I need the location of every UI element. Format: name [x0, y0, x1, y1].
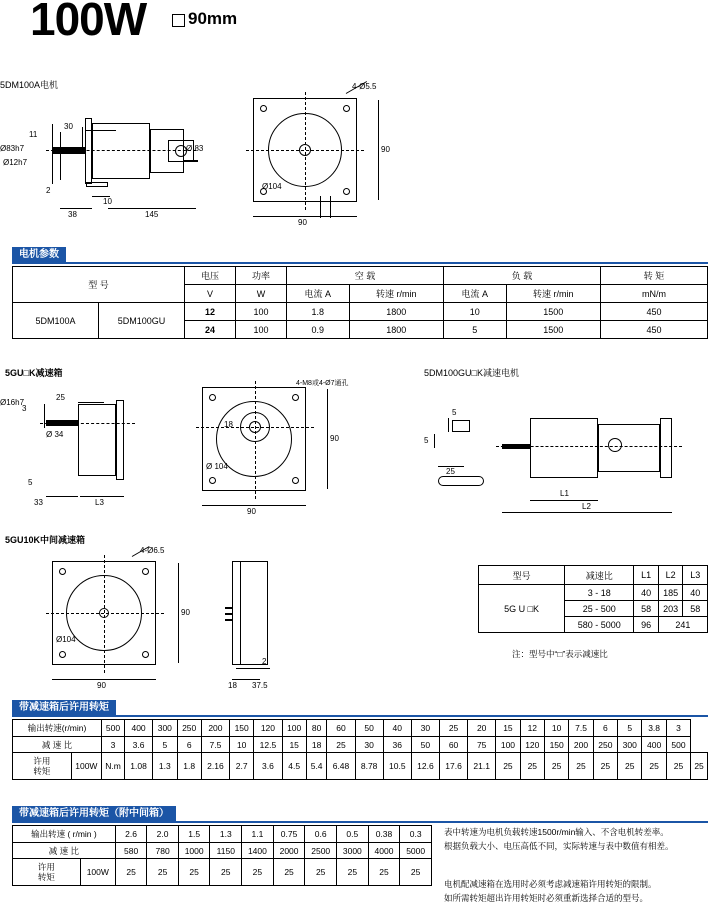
dim-gb-90h: 90 — [247, 507, 256, 516]
mount-hole-tl — [260, 105, 267, 112]
ratio-th-ratio: 减速比 — [565, 566, 634, 585]
td-ld-speed: 1500 — [506, 321, 600, 339]
td-speed-10: 50 — [355, 720, 383, 737]
td-speed-18: 7.5 — [569, 720, 593, 737]
gearbox-drawing-title: 5GU□K减速箱 — [5, 368, 63, 378]
td-torque-22: 25 — [691, 753, 708, 780]
dim-line-v1 — [52, 124, 53, 184]
dim-line-90v — [378, 100, 379, 200]
motor-flange-plate — [85, 118, 92, 184]
motor-foot — [86, 182, 108, 187]
th-load: 负 载 — [444, 267, 601, 285]
td-speed-22: 3 — [666, 720, 690, 737]
td-speed-6: 120 — [254, 720, 282, 737]
torque1-row-torque — [13, 753, 708, 780]
mid-dim-90h — [52, 679, 156, 680]
td2-torque-2: 25 — [178, 859, 210, 886]
mount-hole-tr — [343, 105, 350, 112]
dim-mid-holes: 4-Ø6.5 — [140, 546, 165, 555]
torque1-row-ratio — [13, 737, 708, 753]
td-torque-19: 25 — [618, 753, 642, 780]
td-model-a: 5DM100A — [13, 303, 99, 339]
ratio-header-row — [479, 566, 708, 585]
dim-90-v: 90 — [381, 145, 390, 154]
page-title: 100W — [30, 0, 147, 45]
gearmotor-title: 5DM100GU□K减速电机 — [424, 368, 519, 378]
gm-centerline — [496, 446, 682, 447]
mid-hole-tl — [59, 568, 66, 575]
gearbox-centerline — [40, 423, 135, 424]
td-torque-13: 21.1 — [468, 753, 496, 780]
td-torque-17: 25 — [569, 753, 593, 780]
torque-table-2 — [12, 825, 432, 886]
td-speed-8: 80 — [306, 720, 327, 737]
td-speed-3: 250 — [177, 720, 201, 737]
section-label-torque-1: 带减速箱后许用转矩 — [12, 700, 116, 716]
ratio-table-note: 注：型号中“□”表示减速比 — [512, 649, 608, 659]
dim-mid-90v: 90 — [181, 608, 190, 617]
dim-line-90h — [253, 216, 357, 217]
ratio-td-ratio: 25 - 500 — [565, 601, 634, 617]
td-ratio-8: 18 — [306, 737, 327, 753]
dim-mid-2: 2 — [262, 657, 267, 666]
td2-torque-6: 25 — [305, 859, 337, 886]
gb-mount-hole-tr — [292, 394, 299, 401]
td2-speed-6: 0.6 — [305, 826, 337, 843]
td-torque: 450 — [601, 321, 708, 339]
section-rule-3 — [12, 821, 708, 823]
td-ratio-12: 50 — [411, 737, 439, 753]
td2-torque-9: 25 — [400, 859, 432, 886]
dim-30: 30 — [64, 122, 73, 131]
td2-torque-3: 25 — [210, 859, 242, 886]
gm-endcap — [660, 418, 672, 478]
td-ratio-13: 60 — [439, 737, 467, 753]
mid-dim-18 — [232, 679, 260, 680]
td-torque-2: 1.8 — [177, 753, 201, 780]
td2-speed-1: 2.0 — [147, 826, 179, 843]
dim-line-25 — [78, 402, 104, 403]
frame-size-label: 90mm — [188, 9, 238, 28]
td-ld-speed: 1500 — [506, 303, 600, 321]
dim-gb-d104: Ø 104 — [206, 462, 228, 471]
dim-gb-holes: 4-M8或4-Ø7通孔 — [296, 380, 349, 387]
ratio-th-model: 型号 — [479, 566, 565, 585]
dim-90-h: 90 — [298, 218, 307, 227]
gb-dim-90h — [202, 505, 306, 506]
gb-mount-hole-tl — [209, 394, 216, 401]
th-power-unit: W — [236, 285, 287, 303]
front-centerline-v — [305, 92, 306, 210]
mid-side-line — [240, 561, 241, 665]
dim-2: 2 — [46, 186, 51, 195]
td-ratio-2: 5 — [153, 737, 177, 753]
motor-body-side — [92, 123, 150, 179]
td-ratio-17: 150 — [544, 737, 568, 753]
gm-terminal-hole — [608, 438, 622, 452]
ratio-td-ratio: 580 - 5000 — [565, 617, 634, 633]
td2-speed-9: 0.3 — [400, 826, 432, 843]
mid-hole-bl — [59, 651, 66, 658]
gm-motor-body — [598, 424, 660, 472]
torque1-label-power: 100W — [71, 753, 101, 780]
td-ratio-20: 300 — [618, 737, 642, 753]
mid-dim-90v — [178, 563, 179, 663]
td-ratio-11: 36 — [383, 737, 411, 753]
th-voltage: 电压 — [185, 267, 236, 285]
gm-gearbox-body — [530, 418, 598, 478]
td-ratio-18: 200 — [569, 737, 593, 753]
note-line-2: 根据负载大小、电压高低不同，实际转速与表中数值有相差。 — [444, 841, 674, 851]
td-ratio-19: 250 — [593, 737, 617, 753]
td-power: 100 — [236, 303, 287, 321]
section-rule-2 — [12, 715, 708, 717]
th-load-current: 电流 A — [444, 285, 507, 303]
th-load-speed: 转速 r/min — [506, 285, 600, 303]
dim-d16h7: Ø16h7 — [0, 398, 25, 407]
td2-ratio-8: 4000 — [368, 843, 400, 859]
td-ld-current: 5 — [444, 321, 507, 339]
gearbox-flange-side — [116, 400, 124, 480]
td-speed-14: 20 — [468, 720, 496, 737]
mid-side-notch2 — [225, 613, 233, 615]
td-torque-9: 8.78 — [355, 753, 383, 780]
td-torque-4: 2.7 — [230, 753, 254, 780]
dim-L1: L1 — [560, 489, 569, 498]
dim-line-38 — [60, 208, 92, 209]
td2-torque-1: 25 — [147, 859, 179, 886]
motor-params-table — [12, 266, 708, 339]
td-speed-7: 100 — [282, 720, 306, 737]
dim-mid-375: 37.5 — [252, 681, 268, 690]
td2-torque-0: 25 — [115, 859, 147, 886]
gearbox-body-side — [78, 404, 116, 476]
dim-5: 5 — [28, 478, 33, 487]
table-header-row-1 — [13, 267, 708, 285]
mount-hole-br — [343, 188, 350, 195]
section-label-motor-params: 电机参数 — [12, 247, 66, 263]
dim-line-v2 — [60, 132, 61, 180]
td-torque-0: 1.08 — [125, 753, 153, 780]
td2-ratio-5: 2000 — [273, 843, 305, 859]
note-line-3: 电机配减速箱在选用时必须考虑减速箱许用转矩的限制。 — [444, 879, 657, 889]
dim-38: 38 — [68, 210, 77, 219]
td-torque-11: 12.6 — [411, 753, 439, 780]
td-speed-15: 15 — [496, 720, 520, 737]
mid-centerline-h — [46, 613, 164, 614]
td-ratio-10: 30 — [355, 737, 383, 753]
td-nl-speed: 1800 — [349, 321, 443, 339]
dim-18: 18 — [224, 420, 233, 429]
td2-speed-5: 0.75 — [273, 826, 305, 843]
td-torque-5: 3.6 — [254, 753, 282, 780]
note-line-1: 表中转速为电机负载转速1500r/min输入、不含电机转差率。 — [444, 827, 669, 837]
td-ratio-21: 400 — [642, 737, 666, 753]
dim-line-L3 — [80, 496, 124, 497]
td-speed-2: 300 — [153, 720, 177, 737]
td-speed-21: 3.8 — [642, 720, 666, 737]
td-ratio-5: 10 — [230, 737, 254, 753]
td-ratio-6: 12.5 — [254, 737, 282, 753]
dim-line-145 — [108, 208, 196, 209]
ratio-td-L1: 58 — [634, 601, 658, 617]
dim-4-5_5: 4-Ø5.5 — [352, 82, 377, 91]
gb-dim-90v — [327, 389, 328, 489]
td2-speed-7: 0.5 — [337, 826, 369, 843]
torque2-row-ratio — [13, 843, 432, 859]
td-ratio-0: 3 — [102, 737, 125, 753]
td-speed-20: 5 — [618, 720, 642, 737]
torque1-label-output-speed: 输出转速(r/min) — [13, 720, 102, 737]
dim-3: 3 — [22, 404, 27, 413]
torque2-label-allow-torque: 许用 转矩 — [13, 859, 81, 886]
td-speed-12: 30 — [411, 720, 439, 737]
dim-11: 11 — [29, 130, 38, 139]
dim-L2: L2 — [582, 502, 591, 511]
square-icon — [172, 14, 185, 27]
td-ratio-14: 75 — [468, 737, 496, 753]
td2-speed-2: 1.5 — [178, 826, 210, 843]
th-noload: 空 载 — [287, 267, 444, 285]
torque2-row-speed — [13, 826, 432, 843]
key-detail-side — [438, 476, 484, 486]
td-torque-12: 17.6 — [439, 753, 467, 780]
mid-centerline-v — [104, 555, 105, 673]
td-torque-8: 6.48 — [327, 753, 355, 780]
dim-line-11 — [82, 127, 83, 149]
dim-d34: Ø 34 — [46, 430, 64, 439]
td2-torque-5: 25 — [273, 859, 305, 886]
td-speed-9: 60 — [327, 720, 355, 737]
ratio-td-L2: 241 — [658, 617, 707, 633]
td-speed-13: 25 — [439, 720, 467, 737]
ratio-th-L1: L1 — [634, 566, 658, 585]
dim-L3: L3 — [95, 498, 104, 507]
td-torque-1: 1.3 — [153, 753, 177, 780]
ratio-td-L1: 40 — [634, 585, 658, 601]
th-voltage-unit: V — [185, 285, 236, 303]
td-torque-10: 10.5 — [383, 753, 411, 780]
td-nl-current: 1.8 — [287, 303, 350, 321]
td-speed-19: 6 — [593, 720, 617, 737]
td2-ratio-4: 1400 — [242, 843, 274, 859]
motor-drawing-title: 5DM100A电机 — [0, 80, 59, 90]
dim-gb-90v: 90 — [330, 434, 339, 443]
td-ratio-4: 7.5 — [201, 737, 229, 753]
th-noload-speed: 转速 r/min — [349, 285, 443, 303]
td-torque-3: 2.16 — [201, 753, 229, 780]
td2-speed-8: 0.38 — [368, 826, 400, 843]
td-nl-current: 0.9 — [287, 321, 350, 339]
td-ratio-9: 25 — [327, 737, 355, 753]
dim-d83h7: Ø83h7 — [0, 144, 25, 153]
motor-centerline — [46, 150, 196, 151]
note-line-4: 如所需转矩超出许用转矩时必须重新选择合适的型号。 — [444, 893, 649, 903]
mid-hole-tr — [142, 568, 149, 575]
torque2-label-output-speed: 输出转速 ( r/min ) — [13, 826, 116, 843]
dim-145: 145 — [145, 210, 159, 219]
td-speed-11: 40 — [383, 720, 411, 737]
dim-key-5a: 5 — [452, 408, 457, 417]
mid-gearbox-title: 5GU10K中间减速箱 — [5, 535, 86, 545]
th-torque: 转 矩 — [601, 267, 708, 285]
table-row — [479, 585, 708, 601]
gm-dim-L1 — [530, 500, 598, 501]
td-torque-15: 25 — [520, 753, 544, 780]
dim-line-16h7 — [44, 404, 45, 428]
motor-lead-wire — [184, 160, 198, 162]
dim-mid-18: 18 — [228, 681, 237, 690]
ratio-table — [478, 565, 708, 633]
dim-key-25: 25 — [446, 467, 455, 476]
td-ratio-16: 120 — [520, 737, 544, 753]
td2-torque-4: 25 — [242, 859, 274, 886]
td-torque-6: 4.5 — [282, 753, 306, 780]
th-model: 型 号 — [13, 267, 185, 303]
ratio-td-L3: 58 — [683, 601, 708, 617]
key-dim-5a — [448, 418, 449, 432]
dim-mid-d104: Ø104 — [56, 635, 76, 644]
td-torque-18: 25 — [593, 753, 617, 780]
ratio-td-L2: 203 — [658, 601, 683, 617]
td2-torque-7: 25 — [337, 859, 369, 886]
dim-d12h7: Ø12h7 — [3, 158, 28, 167]
td-speed-17: 10 — [544, 720, 568, 737]
dim-25: 25 — [56, 393, 65, 402]
td-model-b: 5DM100GU — [99, 303, 185, 339]
td-torque: 450 — [601, 303, 708, 321]
dim-d83: Ø 83 — [186, 144, 204, 153]
gb-centerline-v — [255, 381, 256, 499]
mid-side-notch1 — [225, 607, 233, 609]
dim-line-33 — [46, 496, 78, 497]
td-ratio-7: 15 — [282, 737, 306, 753]
td-speed-16: 12 — [520, 720, 544, 737]
td-voltage: 12 — [185, 303, 236, 321]
torque1-label-allow-torque: 许用 转矩 — [13, 753, 72, 780]
gb-mount-hole-bl — [209, 477, 216, 484]
td-ld-current: 10 — [444, 303, 507, 321]
ratio-td-L2: 185 — [658, 585, 683, 601]
gb-mount-hole-br — [292, 477, 299, 484]
td-torque-20: 25 — [642, 753, 666, 780]
th-noload-current: 电流 A — [287, 285, 350, 303]
key-dim-5b — [434, 434, 435, 448]
td-voltage: 24 — [185, 321, 236, 339]
th-power: 功率 — [236, 267, 287, 285]
ratio-td-L3: 40 — [683, 585, 708, 601]
mid-dim-375 — [236, 668, 270, 669]
td2-ratio-3: 1150 — [210, 843, 242, 859]
torque2-label-power: 100W — [80, 859, 115, 886]
td-torque-21: 25 — [666, 753, 690, 780]
td-ratio-22: 500 — [666, 737, 690, 753]
td2-ratio-7: 3000 — [337, 843, 369, 859]
td2-ratio-0: 580 — [115, 843, 147, 859]
td-power: 100 — [236, 321, 287, 339]
th-torque-unit: mN/m — [601, 285, 708, 303]
td2-speed-3: 1.3 — [210, 826, 242, 843]
td2-torque-8: 25 — [368, 859, 400, 886]
td-nl-speed: 1800 — [349, 303, 443, 321]
lead-wire-2 — [330, 196, 331, 218]
td-speed-5: 150 — [230, 720, 254, 737]
dim-key-5b: 5 — [424, 436, 429, 445]
mid-side-notch3 — [225, 619, 233, 621]
torque1-row-speed — [13, 720, 708, 737]
torque1-label-unit: N.m — [102, 753, 125, 780]
td2-ratio-6: 2500 — [305, 843, 337, 859]
ratio-th-L3: L3 — [683, 566, 708, 585]
td-ratio-15: 100 — [496, 737, 520, 753]
gm-dim-L2 — [502, 512, 672, 513]
td-ratio-1: 3.6 — [125, 737, 153, 753]
td2-ratio-9: 5000 — [400, 843, 432, 859]
td-speed-4: 200 — [201, 720, 229, 737]
dim-10: 10 — [103, 197, 112, 206]
dim-33: 33 — [34, 498, 43, 507]
td2-speed-0: 2.6 — [115, 826, 147, 843]
torque2-label-ratio: 减 速 比 — [13, 843, 116, 859]
table-row — [13, 303, 708, 321]
td2-speed-4: 1.1 — [242, 826, 274, 843]
ratio-th-L2: L2 — [658, 566, 683, 585]
td2-ratio-1: 780 — [147, 843, 179, 859]
torque1-label-ratio: 减 速 比 — [13, 737, 102, 753]
td2-ratio-2: 1000 — [178, 843, 210, 859]
td-torque-7: 5.4 — [306, 753, 327, 780]
td-speed-0: 500 — [102, 720, 125, 737]
torque2-row-torque — [13, 859, 432, 886]
dim-mid-90h: 90 — [97, 681, 106, 690]
section-rule-1 — [12, 262, 708, 264]
td-speed-1: 400 — [125, 720, 153, 737]
ratio-td-model: 5G U □K — [479, 585, 565, 633]
td-torque-16: 25 — [544, 753, 568, 780]
key-detail-top — [452, 420, 470, 432]
td-torque-14: 25 — [496, 753, 520, 780]
page-header — [30, 0, 238, 45]
dim-line-30 — [86, 130, 116, 131]
td-ratio-3: 6 — [177, 737, 201, 753]
ratio-td-L1: 96 — [634, 617, 658, 633]
section-label-torque-2: 带减速箱后许用转矩（附中间箱） — [12, 806, 176, 822]
mid-hole-br — [142, 651, 149, 658]
dim-d104: Ø104 — [262, 182, 282, 191]
mid-side-body — [232, 561, 268, 665]
lead-wire-1 — [320, 196, 321, 218]
ratio-td-ratio: 3 - 18 — [565, 585, 634, 601]
torque-table-1 — [12, 719, 708, 780]
